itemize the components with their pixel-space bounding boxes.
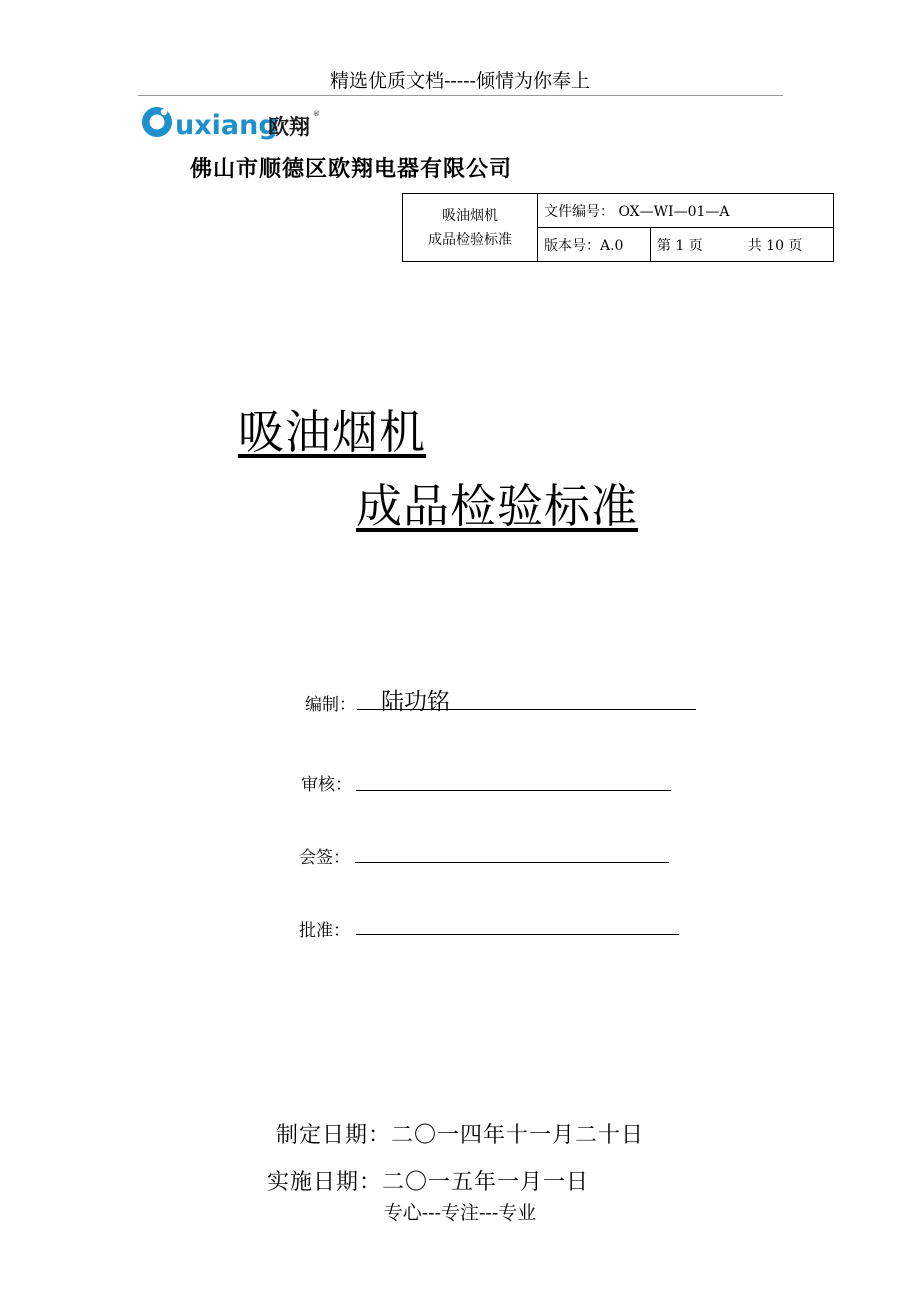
title-line-2: 成品检验标准	[356, 479, 638, 533]
total-pages: 共 10 页	[747, 237, 803, 254]
file-number: 文件编号： OX—WI—01—A	[544, 203, 730, 220]
company-name: 佛山市顺德区欧翔电器有限公司	[190, 157, 513, 182]
sig-line-prepared	[357, 709, 696, 710]
page-footer-text: 专心---专注---专业	[383, 1202, 537, 1224]
doc-name-cell	[403, 194, 538, 262]
logo-wordmark: uxiang	[175, 110, 278, 141]
sig-line-approved	[356, 934, 679, 935]
header-divider	[138, 95, 783, 96]
sig-line-reviewed	[356, 790, 671, 791]
sig-line-countersigned	[355, 862, 669, 863]
doc-name-line2: 成品检验标准	[428, 231, 512, 248]
doc-name-line1: 吸油烟机	[442, 207, 498, 224]
sig-label-countersigned: 会签：	[299, 848, 350, 868]
version-number: 版本号：A.0	[544, 237, 624, 254]
date-established: 制定日期：二〇一四年十一月二十日	[276, 1123, 645, 1148]
sig-value-prepared: 陆功铭	[381, 689, 450, 715]
logo-chinese-name: 欧翔	[268, 115, 310, 139]
registered-mark: ®	[313, 110, 320, 118]
sig-label-approved: 批准：	[299, 921, 350, 941]
page-header-text: 精选优质文档-----倾情为你奉上	[329, 70, 591, 92]
date-effective: 实施日期：二〇一五年一月一日	[267, 1170, 590, 1195]
page-number: 第 1 页	[657, 237, 703, 254]
version-cell	[538, 228, 651, 262]
company-logo	[138, 98, 328, 144]
title-line-1: 吸油烟机	[238, 405, 426, 459]
sig-label-prepared: 编制：	[305, 695, 356, 715]
page-cell	[651, 228, 834, 262]
document-info-table	[402, 193, 834, 262]
file-number-cell	[538, 194, 834, 228]
sig-label-reviewed: 审核：	[301, 775, 352, 795]
